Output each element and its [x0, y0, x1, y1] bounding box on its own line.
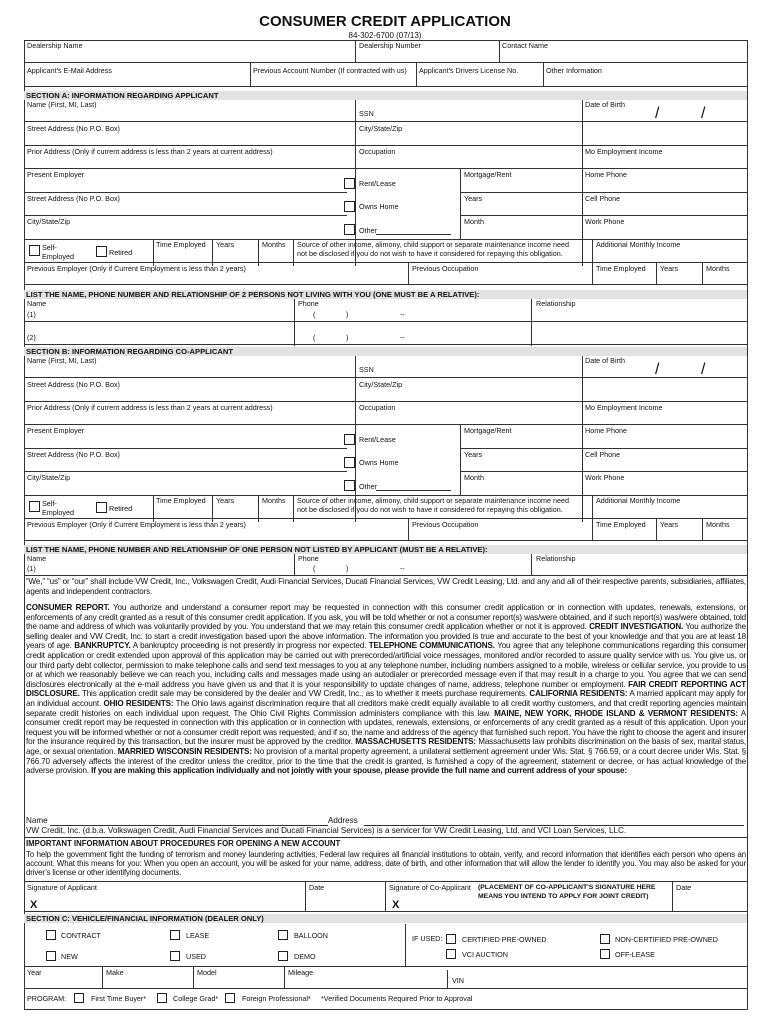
lease-checkbox[interactable] [170, 930, 180, 940]
other-housing-checkbox[interactable] [344, 224, 355, 235]
co-dob-separator-2: / [701, 361, 706, 378]
contract-checkbox[interactable] [46, 930, 56, 940]
form-title: CONSUMER CREDIT APPLICATION [259, 13, 511, 30]
co-ref-name-label: Name [27, 554, 47, 563]
city-state-zip-label: City/State/Zip [359, 124, 403, 133]
dealership-name-input[interactable] [26, 51, 352, 61]
email-input[interactable] [26, 76, 248, 85]
co-time-employed-months-label: Months [262, 496, 286, 505]
lease-label: LEASE [186, 931, 210, 940]
maine-text: A consumer credit report may be requested in connection with this application or in connection with updates, renewals, extensions, or enforcements of any credit granted as a result of this application. Upon your request you will be informed whether or not a consumer credit report was requested, and if so, the name and address of the agency that furnished such report. You have the right to choose the agent and insurer for the insurance required by this transaction, but the insurer must be approved by the creditor. [26, 708, 747, 747]
california-label: CALIFORNIA RESIDENTS: [529, 689, 628, 699]
co-rent-lease-label: Rent/Lease [359, 435, 396, 444]
co-month-label: Month [464, 473, 484, 482]
co-applicant-signature-label: Signature of Co-Applicant [389, 883, 471, 892]
co-dob-label: Date of Birth [585, 356, 625, 365]
fcra-label: FAIR CREDIT REPORTING ACT DISCLOSURE. [26, 679, 746, 699]
vin-input[interactable] [467, 972, 744, 986]
used-label: USED [186, 952, 206, 961]
applicant-signature-label: Signature of Applicant [27, 883, 97, 892]
spouse-address-input[interactable] [364, 815, 744, 825]
co-self-employed-label-2: Employed [42, 508, 74, 517]
self-employed-label-1: Self- [42, 243, 57, 252]
telephone-label: TELEPHONE COMMUNICATIONS. [368, 641, 495, 651]
spouse-name-label: Name [26, 816, 48, 825]
section-b-heading: SECTION B: INFORMATION REGARDING CO-APPLICANT [24, 347, 747, 356]
demo-label: DEMO [294, 952, 316, 961]
wisconsin-text: No provision of a marital property agreement, a unilateral settlement agreement under Wis. Stat. § 766.59, or a court decree under Wis. Stat. § 766.70 adversely affects the interest of the creditor unless the creditor, prior to the time that the credit is granted, is furnished a copy of the agreement, statement or decree, or has actual knowledge of the adverse provision. [26, 746, 747, 776]
new-label: NEW [61, 952, 78, 961]
time-employed-label: Time Employed [156, 240, 206, 249]
college-grad-checkbox[interactable] [157, 993, 167, 1003]
self-employed-checkbox[interactable] [29, 245, 40, 256]
vci-auction-checkbox[interactable] [446, 949, 456, 959]
work-phone-label: Work Phone [585, 217, 625, 226]
contact-name-label: Contact Name [502, 41, 548, 50]
dealership-number-input[interactable] [357, 51, 497, 61]
off-lease-checkbox[interactable] [600, 949, 610, 959]
other-info-input[interactable] [545, 76, 744, 85]
self-employed-label-2: Employed [42, 252, 74, 261]
time-employed-years-label: Years [216, 240, 235, 249]
important-info-text: To help the government fight the funding of terrorism and money laundering activities, Federal law requires all financial institutions to obtain, verify, and record information that identifies each person who opens an account. What this means for you: When you open an account, you will be asked for your name, address, date of birth, and other information that will allow the lender to identify you. You may also be asked for your driver’s license or other identifying documents. [26, 850, 746, 878]
co-years-label: Years [464, 450, 483, 459]
co-reference-heading: LIST THE NAME, PHONE NUMBER AND RELATIONSHIP OF ONE PERSON NOT LISTED BY APPLICANT (MUST BE A RELATIVE): [24, 545, 747, 554]
ref-2-paren-close: ) [346, 333, 349, 342]
years-label: Years [464, 194, 483, 203]
section-a-heading: SECTION A: INFORMATION REGARDING APPLICANT [24, 91, 747, 100]
co-occupation-label: Occupation [359, 403, 396, 412]
credit-investigation-text: You authorize the selling dealer and VW Credit, Inc. to start a credit investigation based upon the above information. The information you provided is true and accurate to the best of your knowledge and that you are at least 18 years of age. [26, 622, 746, 651]
co-applicant-date-field[interactable] [674, 896, 744, 910]
ref-2-paren-open: ( [313, 333, 316, 342]
co-ref-paren-close: ) [346, 564, 349, 573]
co-city-state-zip-label: City/State/Zip [359, 380, 403, 389]
occupation-label: Occupation [359, 147, 396, 156]
mortgage-rent-label: Mortgage/Rent [464, 170, 512, 179]
legal-intro: “We,” “us” or “our” shall include VW Credit, Inc., Volkswagen Credit, Audi Financial Services, Ducati Financial Services, VW Credit Leasing, Ltd. and any and all of their respective parents, subsidiaries, affiliates, agents and independent contractors. [26, 577, 746, 596]
applicant-signature-x: X [30, 899, 38, 911]
consumer-report-label: CONSUMER REPORT. [26, 603, 110, 612]
co-prev-years-label: Years [660, 520, 679, 529]
ref-relationship-label: Relationship [536, 299, 576, 308]
college-grad-label: College Grad* [173, 994, 219, 1003]
massachusetts-text: Massachusetts law prohibits discrimination on the basis of sex, marital status, age, or sexual orientation. [26, 737, 747, 756]
program-label: PROGRAM: [27, 994, 67, 1003]
co-ref-dash: -- [400, 564, 405, 573]
retired-label: Retired [109, 248, 133, 257]
mo-income-label: Mo Employment Income [585, 147, 663, 156]
co-ssn-label: SSN [359, 365, 374, 374]
retired-checkbox[interactable] [96, 246, 107, 257]
applicant-signature-field[interactable] [42, 896, 302, 910]
co-other-housing-label: Other [359, 482, 377, 491]
other-info-label: Other Information [546, 66, 602, 75]
time-employed-months-label: Months [262, 240, 286, 249]
co-other-income-label-1: Source of other income, alimony, child support or separate maintenance income need [297, 496, 569, 505]
previous-employer-label: Previous Employer (Only if Current Employment is less than 2 years) [27, 264, 246, 273]
prev-time-employed-label: Time Employed [596, 264, 646, 273]
co-applicant-date-label: Date [676, 883, 692, 892]
co-retired-label: Retired [109, 504, 133, 513]
first-time-buyer-checkbox[interactable] [74, 993, 84, 1003]
ohio-text: The Ohio laws against discrimination require that all creditors make credit equally available to all credit worthy customers, and that credit reporting agencies maintain separate credit histories on each individual upon request. The Ohio Civil Rights Commission administers compliance with this law. [26, 698, 746, 718]
massachusetts-label: MASSACHUSETTS RESIDENTS: [355, 737, 476, 747]
co-ref-paren-open: ( [313, 564, 316, 573]
wisconsin-label: MARRIED WISCONSIN RESIDENTS: [117, 746, 252, 756]
foreign-professional-label: Foreign Professional* [242, 994, 311, 1003]
dob-separator-2: / [701, 105, 706, 122]
co-city-state-zip-label-2: City/State/Zip [27, 473, 71, 482]
prev-account-input[interactable] [252, 76, 414, 85]
off-lease-label: OFF-LEASE [615, 950, 655, 959]
co-applicant-signature-x: X [392, 899, 400, 911]
co-ref-relationship-label: Relationship [536, 554, 576, 563]
mileage-label: Mileage [288, 968, 314, 977]
verified-documents-note: *Verified Documents Required Prior to Approval [321, 994, 473, 1003]
form-number: 84-302-6700 (07/13) [348, 31, 422, 40]
other-income-label-2: not be disclosed if you do not wish to have it considered for repaying this obligation. [297, 249, 563, 258]
previous-occupation-label: Previous Occupation [412, 264, 479, 273]
co-prev-time-employed-label: Time Employed [596, 520, 646, 529]
cell-phone-label: Cell Phone [585, 194, 621, 203]
ref-1-paren-open: ( [313, 310, 316, 319]
ref-1-dash: -- [400, 310, 405, 319]
legal-disclosures [26, 603, 746, 776]
drivers-license-input[interactable] [418, 76, 541, 85]
owns-home-label: Owns Home [359, 202, 399, 211]
co-street-label-2: Street Address (No P.O. Box) [27, 450, 120, 459]
new-checkbox[interactable] [46, 951, 56, 961]
other-income-label-1: Source of other income, alimony, child support or separate maintenance income need [297, 240, 569, 249]
dealership-number-label: Dealership Number [359, 41, 421, 50]
make-label: Make [106, 968, 124, 977]
applicant-name-input[interactable] [26, 110, 353, 120]
co-previous-occupation-label: Previous Occupation [412, 520, 479, 529]
co-present-employer-label: Present Employer [27, 426, 85, 435]
email-label: Applicant's E-Mail Address [27, 66, 112, 75]
co-owns-home-checkbox[interactable] [344, 457, 355, 468]
demo-checkbox[interactable] [278, 951, 288, 961]
co-rent-lease-checkbox[interactable] [344, 434, 355, 445]
co-applicant-note-1: (PLACEMENT OF CO-APPLICANT'S SIGNATURE HERE [478, 884, 656, 891]
street-label: Street Address (No P.O. Box) [27, 124, 120, 133]
co-additional-income-label: Additional Monthly Income [596, 496, 681, 505]
important-info-heading: IMPORTANT INFORMATION ABOUT PROCEDURES FOR OPENING A NEW ACCOUNT [26, 839, 341, 848]
ref-row-1: (1) [27, 310, 36, 319]
certified-checkbox[interactable] [446, 934, 456, 944]
credit-investigation-label: CREDIT INVESTIGATION. [589, 622, 684, 632]
co-work-phone-label: Work Phone [585, 473, 625, 482]
california-text: A married applicant may apply for an individual account. [26, 689, 746, 708]
bankruptcy-label: BANKRUPTCY. [74, 641, 131, 651]
section-c-heading: SECTION C: VEHICLE/FINANCIAL INFORMATION (DEALER ONLY) [24, 914, 747, 923]
non-certified-checkbox[interactable] [600, 934, 610, 944]
co-previous-employer-label: Previous Employer (Only if Current Employment is less than 2 years) [27, 520, 246, 529]
street-label-2: Street Address (No P.O. Box) [27, 194, 120, 203]
prior-address-label: Prior Address (Only if current address is less than 2 years at current address) [27, 147, 273, 156]
consumer-report-text: You authorize and understand a consumer report may be requested in connection with this consumer credit application or in connection with updates, renewals, extensions, or enforcements of any credit granted as a result of this consumer credit application. If you ask, you will be told whether or not a consumer report(s) was/were obtained, and if such report(s) was/were obtained, told the name and address of which was voluntarily provided by you. You understand that we may retain this consumer credit application whether or not it is approved. [26, 603, 746, 632]
ohio-label: OHIO RESIDENTS: [103, 698, 174, 708]
co-applicant-note-2: MEANS YOU INTEND TO APPLY FOR JOINT CREDIT) [478, 893, 649, 900]
city-state-zip-label-2: City/State/Zip [27, 217, 71, 226]
co-ref-row-1: (1) [27, 564, 36, 573]
drivers-license-label: Applicant's Drivers License No. [419, 66, 519, 75]
certified-label: CERTIFIED PRE-OWNED [462, 935, 547, 944]
spouse-instruction: If you are making this application individually and not jointly with your spouse, please provide the full name and current address of your spouse: [91, 766, 627, 776]
co-name-label: Name (First, MI, Last) [27, 356, 97, 365]
prev-months-label: Months [706, 264, 730, 273]
co-home-phone-label: Home Phone [585, 426, 627, 435]
contact-name-input[interactable] [501, 51, 744, 61]
home-phone-label: Home Phone [585, 170, 627, 179]
vci-auction-label: VCI AUCTION [462, 950, 508, 959]
rent-lease-checkbox[interactable] [344, 178, 355, 189]
co-ref-phone-label: Phone [298, 554, 319, 563]
if-used-label: IF USED: [412, 934, 443, 943]
non-certified-label: NON-CERTIFIED PRE-OWNED [615, 935, 718, 944]
co-self-employed-checkbox[interactable] [29, 501, 40, 512]
additional-income-label: Additional Monthly Income [596, 240, 681, 249]
ref-name-label: Name [27, 299, 47, 308]
applicant-date-label: Date [309, 883, 325, 892]
ref-2-dash: -- [400, 333, 405, 342]
co-dob-separator-1: / [655, 361, 660, 378]
co-street-label: Street Address (No P.O. Box) [27, 380, 120, 389]
used-checkbox[interactable] [170, 951, 180, 961]
owns-home-checkbox[interactable] [344, 201, 355, 212]
co-owns-home-label: Owns Home [359, 458, 399, 467]
co-prior-address-label: Prior Address (Only if current address is less than 2 years at current address) [27, 403, 273, 412]
fcra-text: This application credit sale may be considered by the dealer and VW Credit, Inc., as to whether it meets purchase requirements. [79, 689, 530, 699]
spouse-name-input[interactable] [50, 815, 328, 825]
co-mortgage-rent-label: Mortgage/Rent [464, 426, 512, 435]
first-time-buyer-label: First Time Buyer* [91, 994, 147, 1003]
dob-label: Date of Birth [585, 100, 625, 109]
other-housing-label: Other [359, 226, 377, 235]
co-mo-income-label: Mo Employment Income [585, 403, 663, 412]
ssn-label: SSN [359, 109, 374, 118]
prev-years-label: Years [660, 264, 679, 273]
bankruptcy-text: A bankruptcy proceeding is not presently in progress nor expected. [130, 641, 369, 651]
prev-account-label: Previous Account Number (If contracted with us) [253, 66, 407, 75]
ref-phone-label: Phone [298, 299, 319, 308]
balloon-label: BALLOON [294, 931, 328, 940]
model-label: Model [197, 968, 217, 977]
ref-row-2: (2) [27, 333, 36, 342]
year-label: Year [27, 968, 42, 977]
dob-separator-1: / [655, 105, 660, 122]
ref-1-paren-close: ) [346, 310, 349, 319]
co-cell-phone-label: Cell Phone [585, 450, 621, 459]
name-label: Name (First, MI, Last) [27, 100, 97, 109]
co-retired-checkbox[interactable] [96, 502, 107, 513]
servicer-statement: VW Credit, Inc. (d.b.a. Volkswagen Credit, Audi Financial Services and Ducati Financial Services) is a servicer for VW Credit Leasing, Ltd. and VCI Loan Services, LLC. [26, 826, 627, 835]
co-prev-months-label: Months [706, 520, 730, 529]
vin-label: VIN [452, 976, 464, 985]
rent-lease-label: Rent/Lease [359, 179, 396, 188]
contract-label: CONTRACT [61, 931, 101, 940]
present-employer-label: Present Employer [27, 170, 85, 179]
co-time-employed-label: Time Employed [156, 496, 206, 505]
co-other-income-label-2: not be disclosed if you do not wish to have it considered for repaying this obligation. [297, 505, 563, 514]
foreign-professional-checkbox[interactable] [225, 993, 235, 1003]
co-self-employed-label-1: Self- [42, 499, 57, 508]
applicant-date-field[interactable] [307, 896, 383, 910]
telephone-text: You agree that any telephone communications regarding this consumer credit application or credit extended upon approval of this application may be carried out with prerecorded/artificial voice messages, monitored and/or recorded to assure quality service with us. You give us, or our third party debt collector, permission to make telephone calls and send text messages to you at any telephone number, including numbers assigned to a mobile, wireless or cellular service, you provide to us or at which we reasonably believe we can reach you, including calls and messages made using an autodialer or prerecorded message even if that may result in a charge to you. You agree that we can send disclosures electronically at the e-mail address you have given us and that it is your responsibility to update changes of name, address, telephone number or employment. [26, 641, 746, 689]
co-time-employed-years-label: Years [216, 496, 235, 505]
balloon-checkbox[interactable] [278, 930, 288, 940]
month-label: Month [464, 217, 484, 226]
dealership-name-label: Dealership Name [27, 41, 83, 50]
spouse-address-label: Address [328, 816, 358, 825]
co-other-housing-checkbox[interactable] [344, 480, 355, 491]
maine-label: MAINE, NEW YORK, RHODE ISLAND & VERMONT RESIDENTS: [494, 708, 738, 718]
references-heading: LIST THE NAME, PHONE NUMBER AND RELATIONSHIP OF 2 PERSONS NOT LIVING WITH YOU (ONE MUST BE A RELATIVE): [24, 290, 747, 299]
co-applicant-signature-field[interactable] [404, 902, 669, 910]
